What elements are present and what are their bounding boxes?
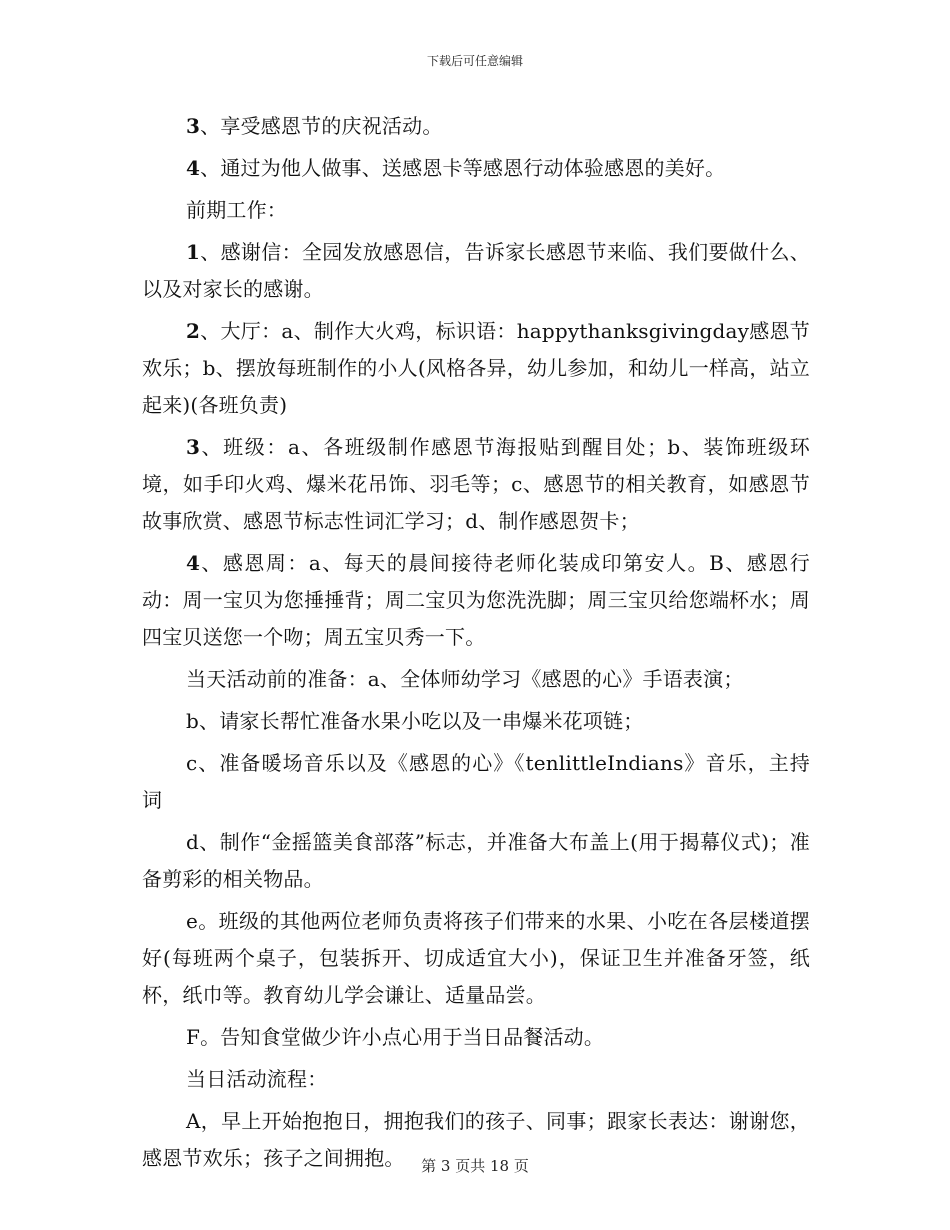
paragraph [142,661,810,698]
paragraph [142,703,810,740]
item-number: 2 [186,319,201,343]
section-heading [142,1061,810,1098]
paragraph [142,824,810,898]
paragraph [142,234,810,308]
paragraph-text: 当日活动流程： [186,1067,328,1091]
paragraph-text: 、大厅：a、制作大火鸡，标识语：happythanksgivingday感恩节欢乐；b、摆放每班制作的小人(风格各异，幼儿参加，和幼儿一样高，站立起来)(各班负责) [142,319,810,417]
paragraph [142,313,810,424]
item-number: 4 [186,156,201,180]
paragraph [142,108,810,145]
paragraph-text: 、感恩周：a、每天的晨间接待老师化装成印第安人。B、感恩行动：周一宝贝为您捶捶背；周二宝贝为您洗洗脚；周三宝贝给您端杯水；周四宝贝送您一个吻；周五宝贝秀一下。 [142,551,810,649]
paragraph [142,745,810,819]
paragraph-text: 、班级：a、各班级制作感恩节海报贴到醒目处；b、装饰班级环境，如手印火鸡、爆米花吊饰、羽毛等；c、感恩节的相关教育，如感恩节故事欣赏、感恩节标志性词汇学习；d、制作感恩贺卡； [142,435,810,533]
paragraph-text: A，早上开始抱抱日，拥抱我们的孩子、同事；跟家长表达：谢谢您，感恩节欢乐；孩子之间拥抱。 [142,1109,810,1170]
page-number: 第 3 页共 18 页 [421,1157,529,1175]
paragraph [142,150,810,187]
item-number: 3 [186,435,201,459]
section-heading [142,192,810,229]
document-body [142,108,810,1182]
paragraph [142,545,810,656]
paragraph [142,429,810,540]
paragraph-text: 前期工作： [186,198,287,222]
paragraph-text: F。告知食堂做少许小点心用于当日品餐活动。 [186,1025,605,1049]
item-number: 4 [186,551,201,575]
paragraph-text: c、准备暖场音乐以及《感恩的心》《tenlittleIndians》音乐，主持词 [142,751,810,812]
item-number: 1 [186,240,201,264]
paragraph [142,1019,810,1056]
paragraph-text: b、请家长帮忙准备水果小吃以及一串爆米花项链； [186,709,644,733]
paragraph-text: 、感谢信：全园发放感恩信，告诉家长感恩节来临、我们要做什么、以及对家长的感谢。 [142,240,810,301]
page-header: 下载后可任意编辑 [426,54,523,68]
paragraph-text: e。班级的其他两位老师负责将孩子们带来的水果、小吃在各层楼道摆好(每班两个桌子，包装拆开、切成适宜大小)，保证卫生并准备牙签，纸杯，纸巾等。教育幼儿学会谦让、适量品尝。 [142,909,810,1007]
paragraph-text: 当天活动前的准备：a、全体师幼学习《感恩的心》手语表演； [186,667,744,691]
paragraph [142,903,810,1014]
paragraph-text: d、制作“金摇篮美食部落”标志，并准备大布盖上(用于揭幕仪式)；准备剪彩的相关物品。 [142,830,810,891]
item-number: 3 [186,114,201,138]
paragraph-text: 、通过为他人做事、送感恩卡等感恩行动体验感恩的美好。 [200,156,726,180]
paragraph-text: 、享受感恩节的庆祝活动。 [200,114,443,138]
